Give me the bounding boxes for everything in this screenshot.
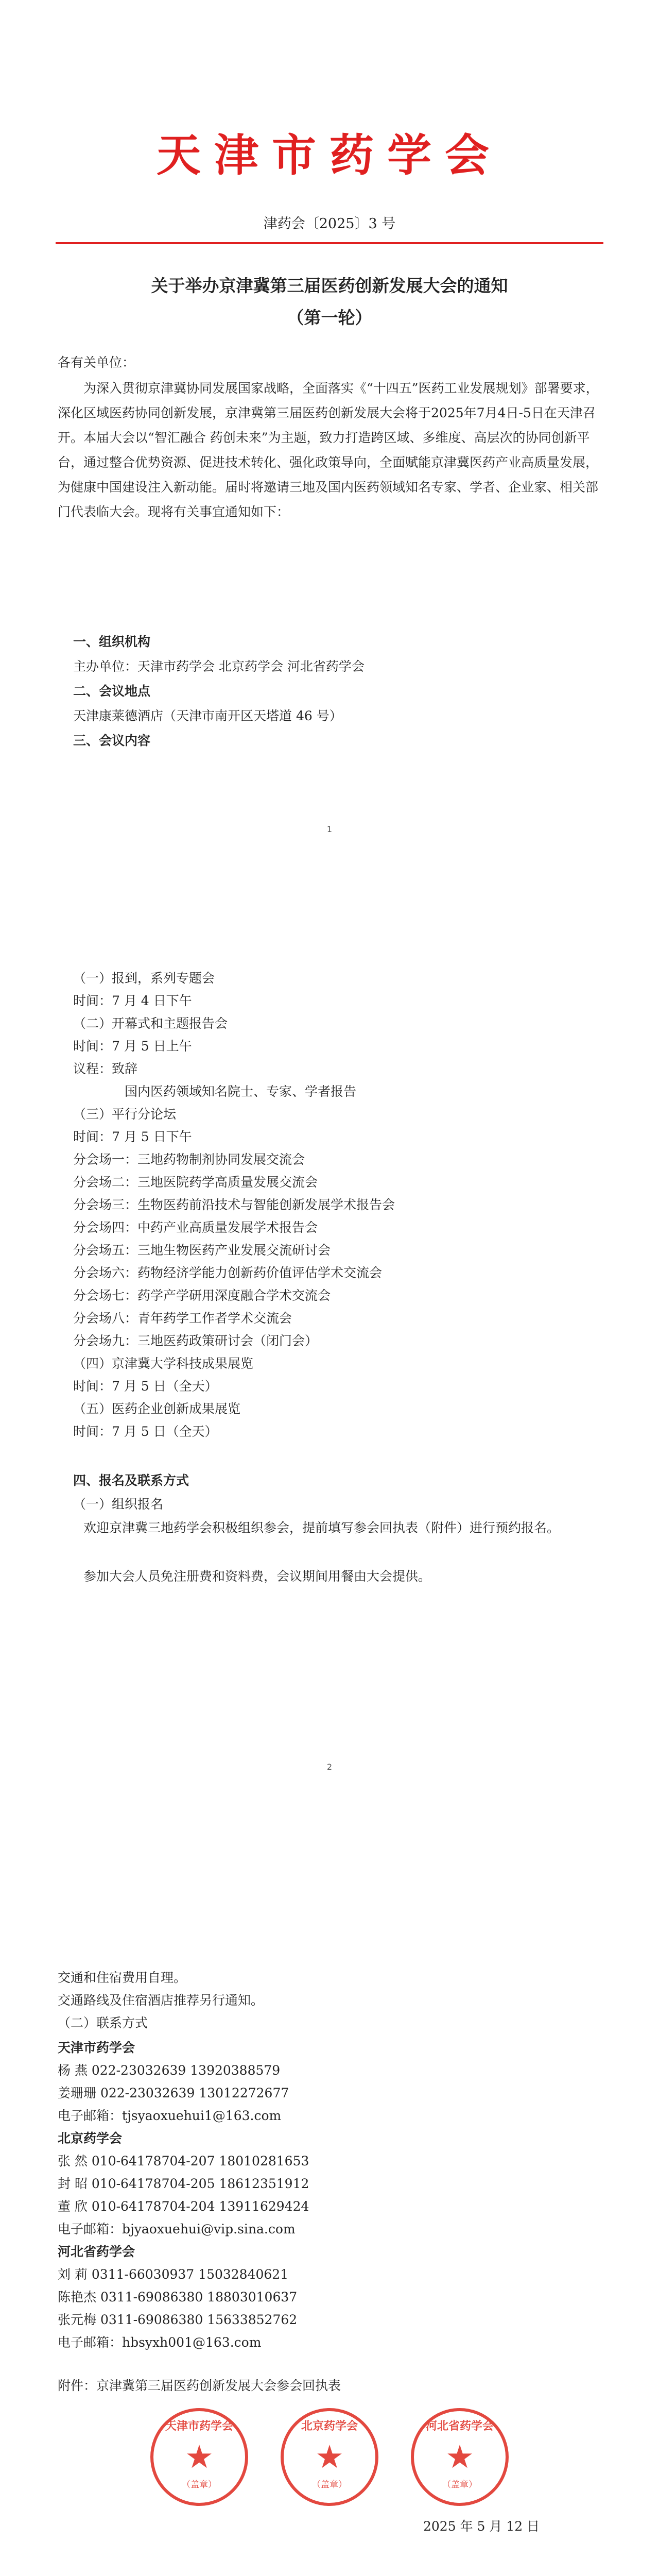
agenda-item: 时间：7 月 5 日（全天）: [73, 1424, 218, 1439]
contact-line: 封 昭 010-64178704-205 18612351912: [58, 2176, 309, 2191]
notice-subtitle: （第一轮）: [287, 308, 372, 328]
star-icon: ★: [315, 2438, 344, 2476]
hebei-heading: 河北省药学会: [58, 2244, 135, 2259]
hotel-note: 交通路线及住宿酒店推荐另行通知。: [58, 1993, 264, 2008]
salutation: 各有关单位：: [58, 355, 135, 370]
contact-line: 刘 莉 0311-66030937 15032840621: [58, 2267, 289, 2282]
email-line: 电子邮箱：tjsyaoxuehui1@163.com: [58, 2108, 282, 2123]
agenda-item: 分会场七：药学产学研用深度融合学术交流会: [73, 1288, 331, 1303]
attachment-note: 附件：京津冀第三届医药创新发展大会参会回执表: [58, 2378, 341, 2393]
contact-line: 董 欣 010-64178704-204 13911629424: [58, 2199, 309, 2214]
email-line: 电子邮箱：bjyaoxuehui@vip.sina.com: [58, 2222, 296, 2236]
red-divider: [56, 242, 603, 244]
agenda-item: 分会场三：生物医药前沿技术与智能创新发展学术报告会: [73, 1197, 395, 1212]
agenda-item: （二）开幕式和主题报告会: [73, 1016, 228, 1031]
contact-line: 姜珊珊 022-23032639 13012272677: [58, 2086, 289, 2100]
register-paragraph: 欢迎京津冀三地药学会积极组织参会，提前填写参会回执表（附件）进行预约报名。: [83, 1520, 560, 1535]
tianjin-heading: 天津市药学会: [58, 2040, 135, 2055]
page-number: 2: [326, 1762, 333, 1772]
agenda-item: （一）报到，系列专题会: [73, 971, 215, 986]
page-1: [0, 0, 659, 922]
agenda-item: 分会场六：药物经济学能力创新药价值评估学术交流会: [73, 1265, 383, 1280]
intro-paragraph: 为深入贯彻京津冀协同发展国家战略，全面落实《“十四五”医药工业发展规划》部署要求，深化区域医药协同创新发展，京津冀第三届医药创新发展大会将于2025年7月4日-5日在天津召开。本届大会以“智汇融合 药创未来”为主题，致力打造跨区域、多维度、高层次的协同创新平台，通过整合优势资源、促进技术转化、强化政策导向，全面赋能京津冀医药产业高质量发展，为健康中国建设注入新动能。届时将邀请三地及国内医药领域知名专家、学者、企业家、相关部门代表临大会。现将有关事宜通知如下：: [58, 381, 599, 519]
contact-line: 张 然 010-64178704-207 18010281653: [58, 2154, 309, 2168]
page-3: [0, 1865, 659, 2576]
agenda-item: 分会场九：三地医药政策研讨会（闭门会）: [73, 1333, 318, 1348]
page-2: [0, 933, 659, 1855]
host-units: 主办单位：天津市药学会 北京药学会 河北省药学会: [73, 659, 365, 674]
doc-number: 津药会〔2025〕3 号: [263, 216, 396, 232]
agenda-item: 时间：7 月 5 日上午: [73, 1039, 192, 1054]
agenda-item: 分会场四：中药产业高质量发展学术报告会: [73, 1220, 318, 1235]
contact-line: 杨 燕 022-23032639 13920388579: [58, 2063, 281, 2078]
agenda-item: 时间：7 月 5 日下午: [73, 1129, 192, 1144]
contact-subheading: （二）联系方式: [58, 2015, 148, 2030]
seal-beijing: 北京药学会 ★ （盖章）: [281, 2408, 378, 2506]
star-icon: ★: [185, 2438, 214, 2476]
agenda-item: 分会场一：三地药物制剂协同发展交流会: [73, 1152, 305, 1167]
section-3-heading: 三、会议内容: [73, 733, 151, 748]
page-number: 1: [326, 824, 333, 834]
agenda-item: 时间：7 月 4 日下午: [73, 993, 192, 1008]
contact-line: 陈艳杰 0311-69086380 18803010637: [58, 2290, 298, 2304]
travel-note: 交通和住宿费用自理。: [58, 1970, 187, 1985]
agenda-item: （五）医药企业创新成果展览: [73, 1401, 241, 1416]
register-subheading: （一）组织报名: [73, 1497, 164, 1512]
agenda-item: 分会场二：三地医院药学高质量发展交流会: [73, 1175, 318, 1190]
star-icon: ★: [445, 2438, 474, 2476]
seal-hebei: 河北省药学会 ★ （盖章）: [411, 2408, 509, 2506]
venue: 天津康莱德酒店（天津市南开区天塔道 46 号）: [73, 708, 342, 723]
org-title: 天津市药学会: [157, 130, 502, 181]
beijing-heading: 北京药学会: [58, 2131, 123, 2146]
section-4-heading: 四、报名及联系方式: [73, 1473, 189, 1488]
email-line: 电子邮箱：hbsyxh001@163.com: [58, 2335, 262, 2350]
contact-line: 张元梅 0311-69086380 15633852762: [58, 2312, 298, 2327]
agenda-item: 分会场八：青年药学工作者学术交流会: [73, 1311, 292, 1326]
agenda-item: 分会场五：三地生物医药产业发展交流研讨会: [73, 1243, 331, 1258]
notice-title: 关于举办京津冀第三届医药创新发展大会的通知: [151, 276, 508, 296]
section-1-heading: 一、组织机构: [73, 634, 151, 649]
agenda-item: 议程：致辞: [73, 1061, 138, 1076]
section-2-heading: 二、会议地点: [73, 684, 151, 699]
agenda-item: （三）平行分论坛: [73, 1107, 177, 1122]
agenda-item: 国内医药领域知名院士、专家、学者报告: [125, 1084, 357, 1099]
agenda-item: （四）京津冀大学科技成果展览: [73, 1356, 254, 1371]
seal-tianjin: 天津市药学会 ★ （盖章）: [150, 2408, 248, 2506]
agenda-item: 时间：7 月 5 日（全天）: [73, 1379, 218, 1394]
issue-date: 2025 年 5 月 12 日: [423, 2519, 540, 2534]
fees-paragraph: 参加大会人员免注册费和资料费，会议期间用餐由大会提供。: [83, 1569, 431, 1584]
